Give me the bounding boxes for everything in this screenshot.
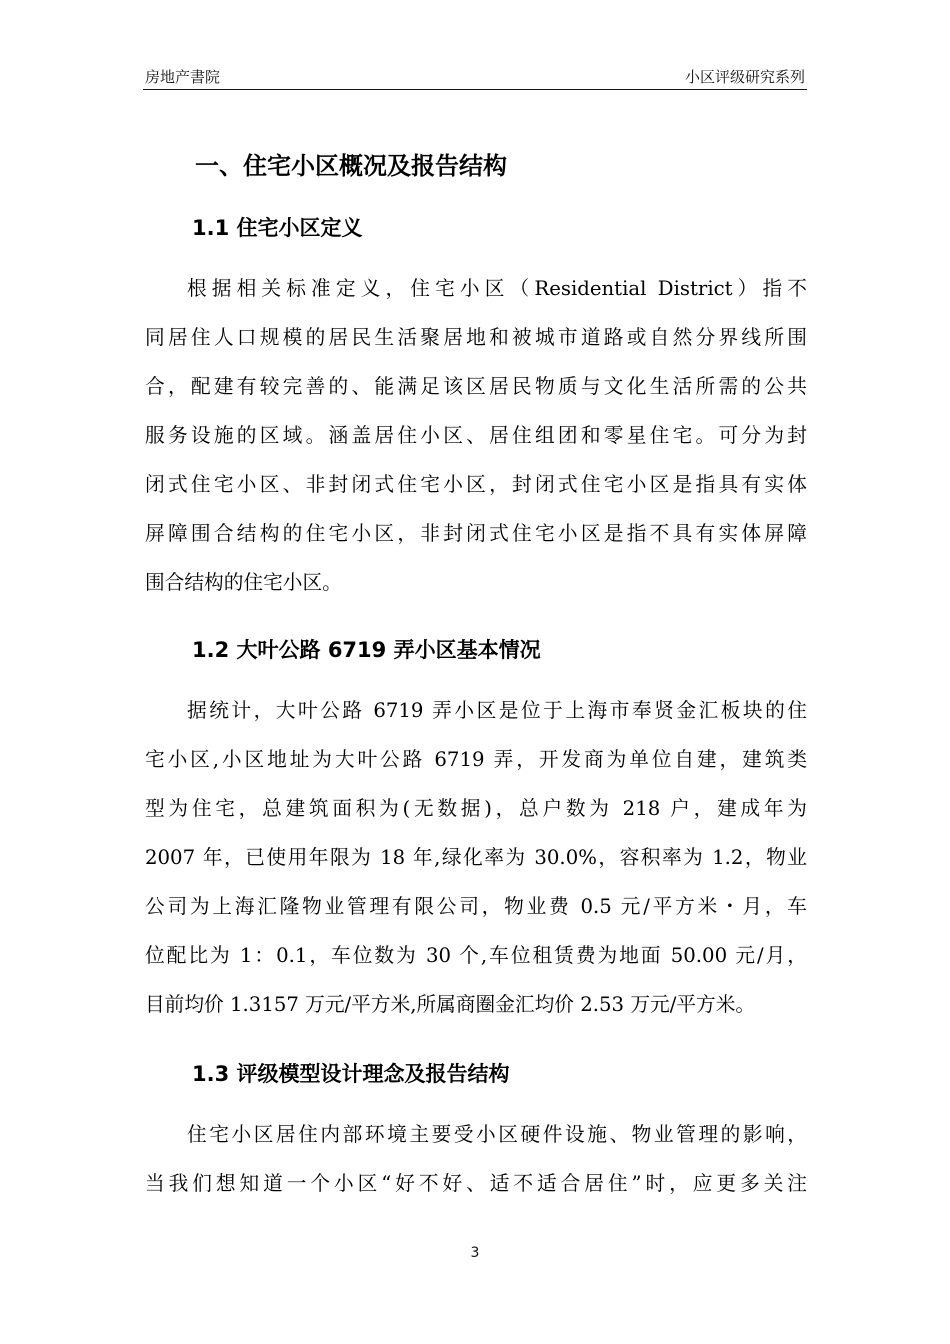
paragraph-line: 据统计，大叶公路 6719 弄小区是位于上海市奉贤金汇板块的住 [187,699,807,722]
paragraph-line: 闭式住宅小区、非封闭式住宅小区，封闭式住宅小区是指具有实体 [145,473,807,496]
chapter-title: 一、住宅小区概况及报告结构 [195,152,507,180]
paragraph-line: 合，配建有较完善的、能满足该区居民物质与文化生活所需的公共 [145,375,807,398]
paragraph-line: 根据相关标准定义，住宅小区（Residential District）指不 [187,277,807,300]
section-body-1-2 [145,686,807,1029]
paragraph-line: 同居住人口规模的居民生活聚居地和被城市道路或自然分界线所围 [145,326,807,349]
paragraph-line: 屏障围合结构的住宅小区，非封闭式住宅小区是指不具有实体屏障 [145,522,807,545]
paragraph-line: 住宅小区居住内部环境主要受小区硬件设施、物业管理的影响， [187,1123,807,1146]
header-series-title: 小区评级研究系列 [684,68,805,86]
paragraph-line: 服务设施的区域。涵盖居住小区、居住组团和零星住宅。可分为封 [145,424,807,447]
header-divider [143,89,807,90]
section-body-1-1 [145,264,807,607]
paragraph-line: 位配比为 1：0.1，车位数为 30 个,车位租赁费为地面 50.00 元/月， [145,944,807,967]
section-heading-1-1: 1.1 住宅小区定义 [192,216,363,240]
paragraph-line: 宅小区,小区地址为大叶公路 6719 弄，开发商为单位自建，建筑类 [145,748,807,771]
header-publisher: 房地产書院 [145,68,221,86]
paragraph-line: 2007 年，已使用年限为 18 年,绿化率为 30.0%，容积率为 1.2，物业 [145,846,807,869]
section-body-1-3 [145,1110,807,1208]
paragraph-line: 当我们想知道一个小区“好不好、适不适合居住”时，应更多关注 [145,1172,807,1195]
paragraph-line: 型为住宅，总建筑面积为(无数据)，总户数为 218 户，建成年为 [145,797,807,820]
section-heading-1-3: 1.3 评级模型设计理念及报告结构 [192,1062,510,1086]
paragraph-line: 公司为上海汇隆物业管理有限公司，物业费 0.5 元/平方米・月，车 [145,895,807,918]
paragraph-line: 目前均价 1.3157 万元/平方米,所属商圈金汇均价 2.53 万元/平方米。 [145,993,756,1016]
page-number: 3 [470,1245,480,1261]
paragraph-line: 围合结构的住宅小区。 [145,571,342,594]
section-heading-1-2: 1.2 大叶公路 6719 弄小区基本情况 [192,638,541,662]
